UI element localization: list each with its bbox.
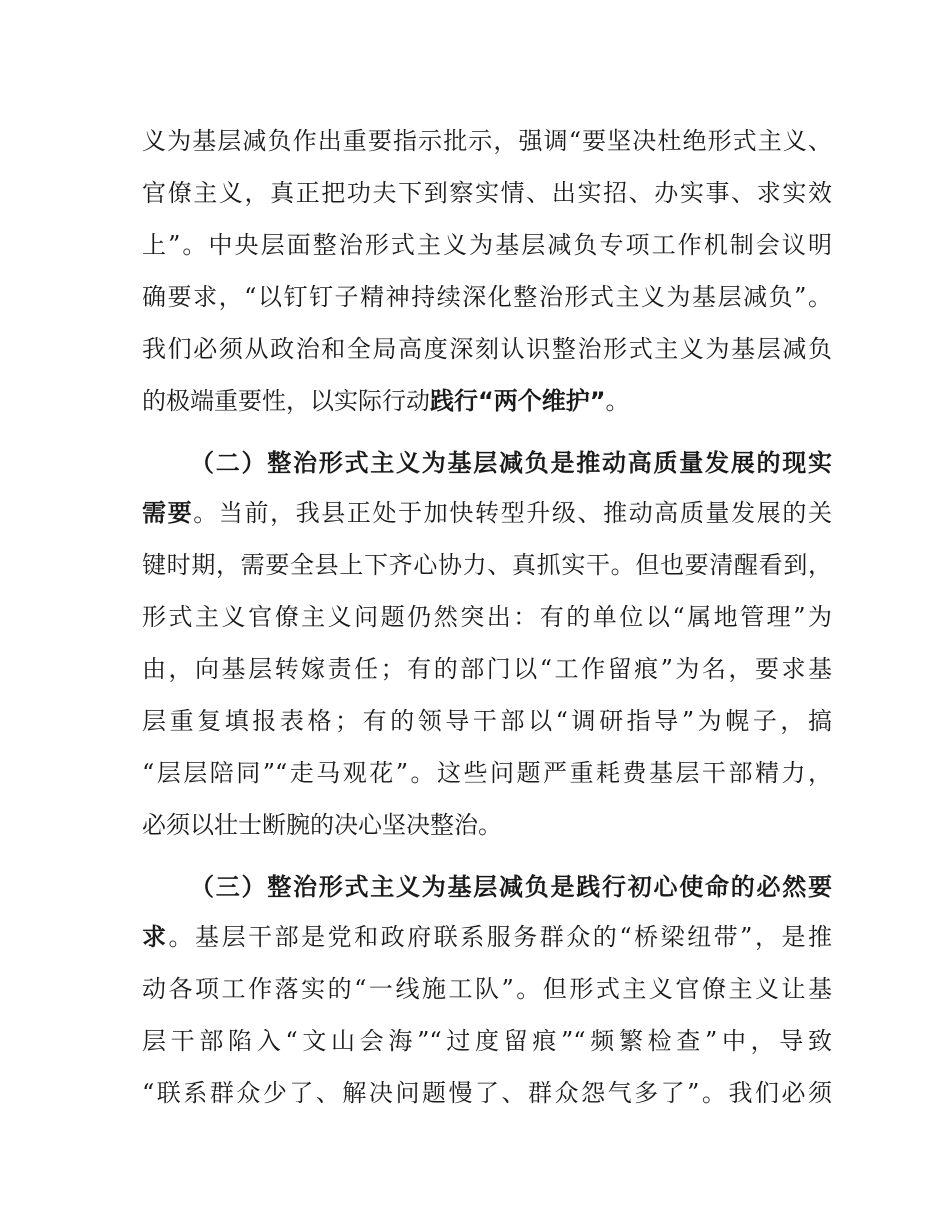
paragraph1-last-bold: 践行“两个维护”: [430, 387, 606, 415]
paragraph2-line-3: 由，向基层转嫁责任；有的部门以“工作留痕”为名，要求基: [142, 655, 832, 683]
paragraph3-heading-rest: 。基层干部是党和政府联系服务群众的“桥梁纽带”，是推: [168, 923, 832, 951]
paragraph2-line-2: 形式主义官僚主义问题仍然突出：有的单位以“属地管理”为: [142, 603, 832, 631]
paragraph1-line-2: 官僚主义，真正把功夫下到察实情、出实招、办实事、求实效: [142, 179, 832, 207]
paragraph1-last-end: 。: [605, 387, 630, 415]
paragraph1-line-4: 确要求，“以钉钉子精神持续深化整治形式主义为基层减负”。: [142, 283, 832, 311]
paragraph2-heading-line-1: （二）整治形式主义为基层减负是推动高质量发展的现实: [190, 449, 832, 477]
paragraph2-line-1: 键时期，需要全县上下齐心协力、真抓实干。但也要清醒看到，: [142, 551, 832, 579]
paragraph1-last-normal: 的极端重要性，以实际行动: [142, 387, 430, 415]
paragraph3-heading-line-2: [142, 921, 832, 953]
paragraph3-heading-bold: 求: [142, 923, 169, 951]
paragraph2-heading-bold: 需要: [142, 499, 194, 527]
paragraph1-last-line: [142, 385, 832, 417]
paragraph2-line-4: 层重复填报表格；有的领导干部以“调研指导”为幌子，搞: [142, 707, 832, 735]
paragraph3-line-3: “联系群众少了、解决问题慢了、群众怨气多了”。我们必须: [142, 1079, 832, 1107]
paragraph3-line-2: 层干部陷入“文山会海”“过度留痕”“频繁检查”中，导致: [142, 1027, 832, 1055]
paragraph3-line-1: 动各项工作落实的“一线施工队”。但形式主义官僚主义让基: [142, 975, 832, 1003]
paragraph2-heading-line-2: [142, 497, 832, 529]
paragraph2-last-line: 必须以壮士断腕的决心坚决整治。: [142, 811, 502, 839]
paragraph1-line-5: 我们必须从政治和全局高度深刻认识整治形式主义为基层减负: [142, 335, 832, 363]
paragraph2-line-5: “层层陪同”“走马观花”。这些问题严重耗费基层干部精力，: [142, 759, 832, 787]
paragraph1-line-3: 上”。中央层面整治形式主义为基层减负专项工作机制会议明: [142, 231, 832, 259]
paragraph3-heading-line-1: （三）整治形式主义为基层减负是践行初心使命的必然要: [190, 873, 832, 901]
paragraph2-heading-rest: 。当前，我县正处于加快转型升级、推动高质量发展的关: [193, 499, 832, 527]
paragraph1-line-1: 义为基层减负作出重要指示批示，强调“要坚决杜绝形式主义、: [142, 127, 832, 155]
